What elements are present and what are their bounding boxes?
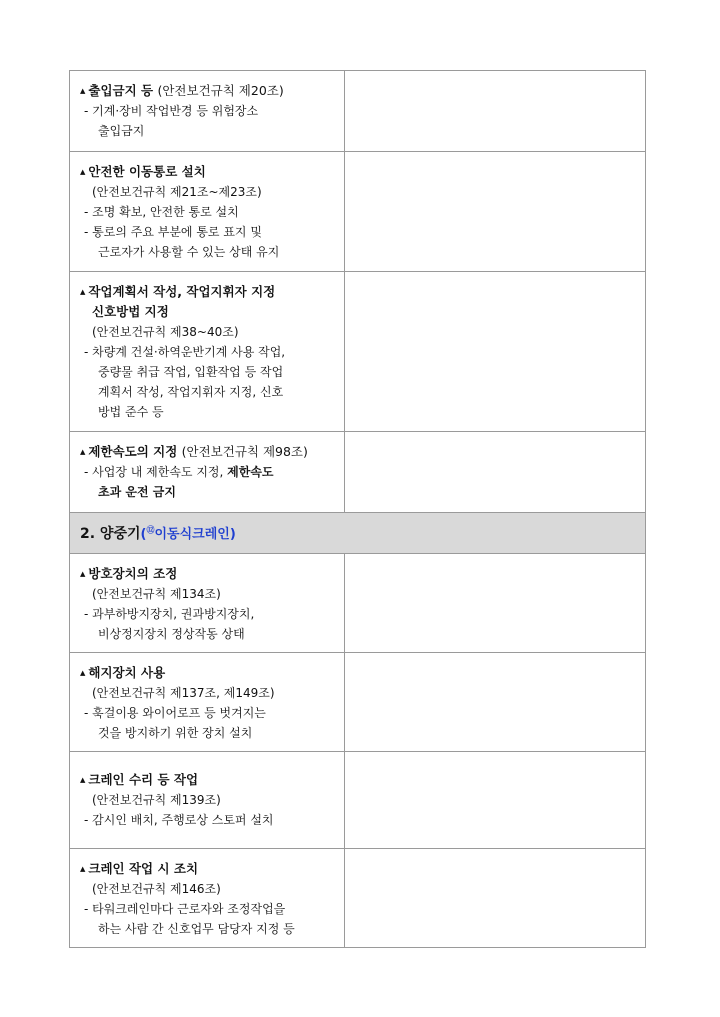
- item-detail: - 조명 확보, 안전한 통로 설치: [84, 205, 239, 219]
- input-cell[interactable]: [345, 432, 646, 513]
- input-cell[interactable]: [345, 554, 646, 653]
- item-cell: [70, 554, 345, 653]
- item-cell: [70, 849, 345, 948]
- item-title: ▲ 크레인 수리 등 작업: [80, 772, 199, 787]
- item-title: ▲ 크레인 작업 시 조치: [80, 861, 199, 876]
- item-detail: 근로자가 사용할 수 있는 상태 유지: [98, 245, 280, 259]
- triangle-bullet-icon: ▲: [80, 570, 86, 578]
- item-cell: [70, 653, 345, 752]
- section-header-row: [70, 513, 646, 554]
- table-row: [70, 272, 646, 432]
- triangle-bullet-icon: ▲: [80, 776, 86, 784]
- checklist-page: [69, 70, 646, 948]
- triangle-bullet-icon: ▲: [80, 288, 86, 296]
- item-detail: - 과부하방지장치, 권과방지장치,: [84, 607, 255, 621]
- item-detail: 것을 방지하기 위한 장치 설치: [98, 726, 253, 740]
- item-detail: 출입금지: [98, 124, 145, 138]
- item-title: ▲ 해지장치 사용: [80, 665, 166, 680]
- item-detail: - 차량계 건설·하역운반기계 사용 작업,: [84, 345, 286, 359]
- item-title: ▲ 출입금지 등 (안전보건규칙 제20조): [80, 83, 284, 98]
- table-row: [70, 554, 646, 653]
- section-title: 2. 양중기(⑫이동식크레인): [80, 525, 236, 542]
- item-detail: 방법 준수 등: [98, 405, 164, 419]
- item-detail: 비상정지장치 정상작동 상태: [98, 627, 245, 641]
- item-detail: 계획서 작성, 작업지휘자 지정, 신호: [98, 385, 284, 399]
- item-title-continued: 신호방법 지정: [92, 304, 169, 319]
- table-row: [70, 152, 646, 272]
- input-cell[interactable]: [345, 71, 646, 152]
- item-detail: 중량물 취급 작업, 입환작업 등 작업: [98, 365, 284, 379]
- triangle-bullet-icon: ▲: [80, 448, 86, 456]
- item-cell: [70, 71, 345, 152]
- section-header: [70, 513, 646, 554]
- table-row: [70, 752, 646, 849]
- item-cell: [70, 752, 345, 849]
- input-cell[interactable]: [345, 849, 646, 948]
- input-cell[interactable]: [345, 752, 646, 849]
- item-title: ▲ 안전한 이동통로 설치: [80, 164, 206, 179]
- triangle-bullet-icon: ▲: [80, 669, 86, 677]
- item-reference: (안전보건규칙 제20조): [157, 83, 284, 98]
- item-title: ▲ 제한속도의 지정 (안전보건규칙 제98조): [80, 444, 308, 459]
- triangle-bullet-icon: ▲: [80, 865, 86, 873]
- input-cell[interactable]: [345, 152, 646, 272]
- table-row: [70, 432, 646, 513]
- triangle-bullet-icon: ▲: [80, 87, 86, 95]
- section-marker: ⑫: [146, 525, 155, 535]
- triangle-bullet-icon: ▲: [80, 168, 86, 176]
- item-cell: [70, 152, 345, 272]
- item-reference: (안전보건규칙 제137조, 제149조): [92, 686, 275, 700]
- checklist-table: [69, 70, 646, 948]
- item-detail: - 통로의 주요 부분에 통로 표지 및: [84, 225, 262, 239]
- section-highlight: 이동식크레인: [154, 527, 230, 542]
- item-detail: 하는 사람 간 신호업무 담당자 지정 등: [98, 922, 295, 936]
- table-row: [70, 849, 646, 948]
- table-row: [70, 71, 646, 152]
- item-title: ▲ 작업계획서 작성, 작업지휘자 지정: [80, 284, 276, 299]
- input-cell[interactable]: [345, 653, 646, 752]
- table-row: [70, 653, 646, 752]
- item-reference: (안전보건규칙 제146조): [92, 882, 221, 896]
- item-reference: (안전보건규칙 제139조): [92, 793, 221, 807]
- input-cell[interactable]: [345, 272, 646, 432]
- item-cell: [70, 272, 345, 432]
- item-detail: - 사업장 내 제한속도 지정, 제한속도: [84, 465, 274, 479]
- item-detail: - 훅걸이용 와이어로프 등 벗겨지는: [84, 706, 266, 720]
- item-reference: (안전보건규칙 제98조): [181, 444, 308, 459]
- item-detail: - 기계·장비 작업반경 등 위험장소: [84, 104, 259, 118]
- item-detail: 초과 운전 금지: [98, 485, 176, 499]
- item-cell: [70, 432, 345, 513]
- item-reference: (안전보건규칙 제134조): [92, 587, 221, 601]
- item-reference: (안전보건규칙 제21조~제23조): [92, 185, 262, 199]
- item-title: ▲ 방호장치의 조정: [80, 566, 178, 581]
- item-detail: - 감시인 배치, 주행로상 스토퍼 설치: [84, 813, 274, 827]
- item-detail: - 타워크레인마다 근로자와 조정작업을: [84, 902, 286, 916]
- item-reference: (안전보건규칙 제38~40조): [92, 325, 239, 339]
